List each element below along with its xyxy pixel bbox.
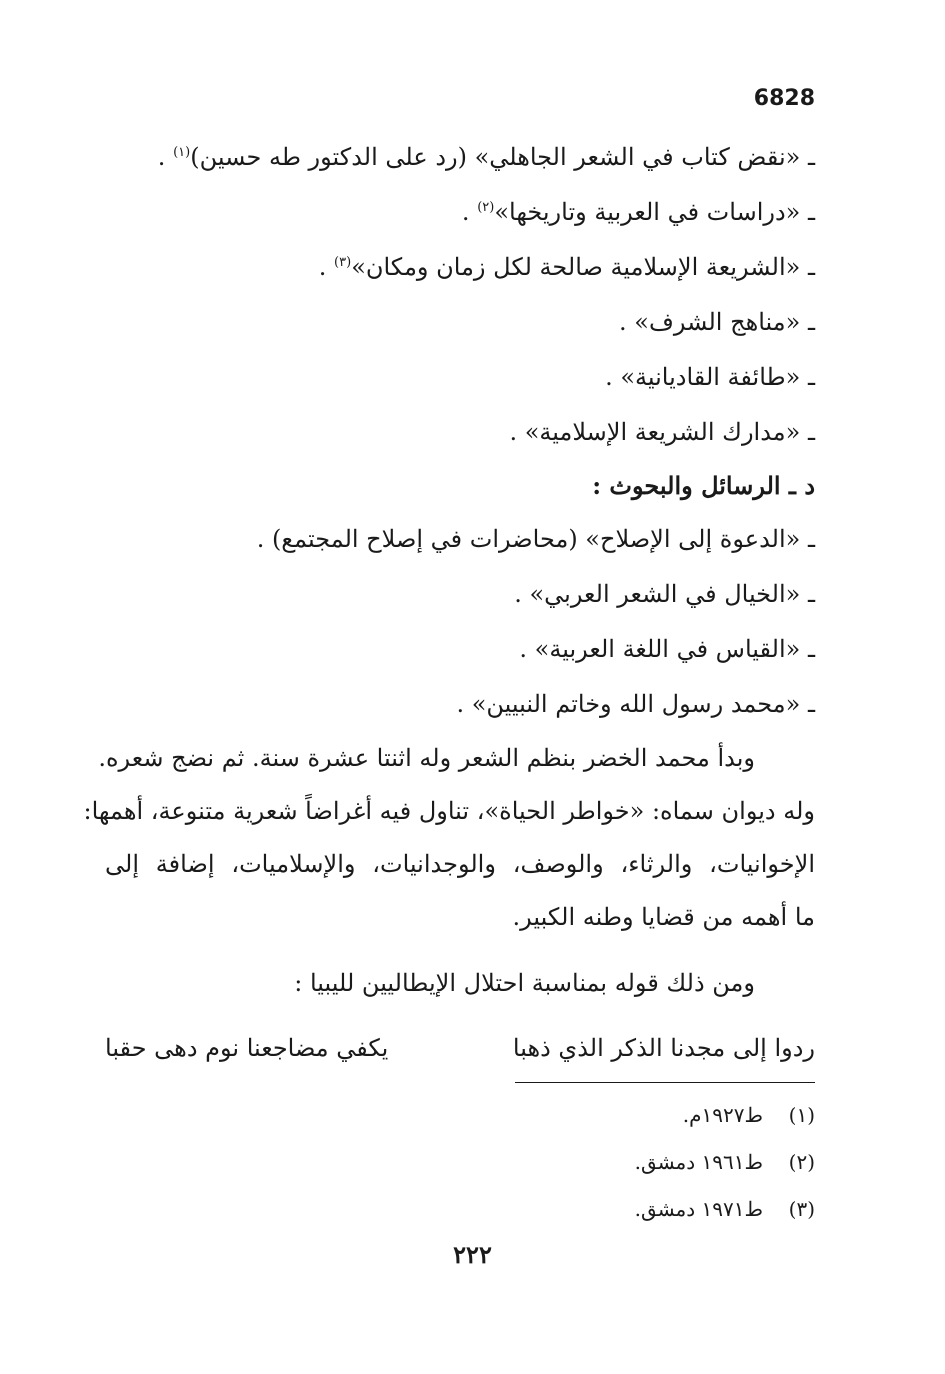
paragraph-line: الإخوانيات، والرثاء، والوصف، والوجدانيات، والإسلاميات، إضافة إلى: [105, 850, 815, 878]
footnote-text: ط١٩٢٧م.: [682, 1103, 763, 1127]
list-item-text: ـ «دراسات في العربية وتاريخها»: [494, 198, 815, 226]
poem-intro: ومن ذلك قوله بمناسبة احتلال الإيطاليين لليبيا :: [294, 969, 755, 997]
verse-first-hemistich: ردوا إلى مجدنا الذكر الذي ذهبا: [512, 1034, 815, 1062]
list-item: ـ «القياس في اللغة العربية» .: [519, 635, 815, 663]
list-item-tail: .: [157, 143, 174, 171]
footnote: [415, 1186, 815, 1233]
footnote-number: (٢): [788, 1150, 815, 1174]
footnote-ref: (٣): [334, 255, 352, 270]
footnotes: [415, 1092, 815, 1233]
list-item-text: ـ «مناهج الشرف» .: [619, 308, 815, 336]
list-item: [105, 295, 815, 350]
paragraph-line: ما أهمه من قضايا وطنه الكبير.: [512, 903, 815, 931]
footnote-text: ط١٩٧١ دمشق.: [634, 1197, 763, 1221]
list-item: [105, 405, 815, 460]
list-item-text: ـ «نقض كتاب في الشعر الجاهلي» (رد على الدكتور طه حسين): [190, 143, 815, 171]
poem-verse: [105, 1021, 815, 1076]
list-item-text: ـ «الشريعة الإسلامية صالحة لكل زمان ومكان»: [351, 253, 815, 281]
page-id: 6828: [753, 86, 815, 111]
paragraph-line: وبدأ محمد الخضر بنظم الشعر وله اثنتا عشرة سنة. ثم نضج شعره.: [98, 744, 755, 772]
list-item: ـ «محمد رسول الله وخاتم النبيين» .: [456, 690, 815, 718]
section-heading: د ـ الرسائل والبحوث :: [592, 471, 815, 500]
book-list: [105, 130, 815, 460]
footnote: [415, 1139, 815, 1186]
list-item-tail: .: [461, 198, 478, 226]
paragraph-line: وله ديوان سماه: «خواطر الحياة»، تناول فيه أغراضاً شعرية متنوعة، أهمها:: [83, 797, 815, 825]
list-item: [105, 350, 815, 405]
page-number: ٢٢٢: [453, 1240, 492, 1269]
footnote-text: ط١٩٦١ دمشق.: [634, 1150, 763, 1174]
list-item-tail: .: [318, 253, 335, 281]
list-item: ـ «الخيال في الشعر العربي» .: [514, 580, 815, 608]
list-item: [105, 240, 815, 295]
list-item: [105, 185, 815, 240]
footnote-number: (١): [788, 1103, 815, 1127]
footnote: [415, 1092, 815, 1139]
footnote-ref: (١): [173, 145, 191, 160]
list-item-text: ـ «طائفة القاديانية» .: [605, 363, 815, 391]
footnote-ref: (٢): [477, 200, 495, 215]
footnote-number: (٣): [788, 1197, 815, 1221]
list-item: ـ «الدعوة إلى الإصلاح» (محاضرات في إصلاح المجتمع) .: [256, 525, 815, 553]
page-body: [83, 130, 815, 1076]
list-item: [105, 130, 815, 185]
body-paragraph: [83, 732, 815, 944]
research-list: [105, 512, 815, 732]
list-item-text: ـ «مدارك الشريعة الإسلامية» .: [509, 418, 815, 446]
footnote-divider: [515, 1082, 815, 1083]
verse-second-hemistich: يكفي مضاجعنا نوم دهى حقبا: [105, 1034, 389, 1062]
